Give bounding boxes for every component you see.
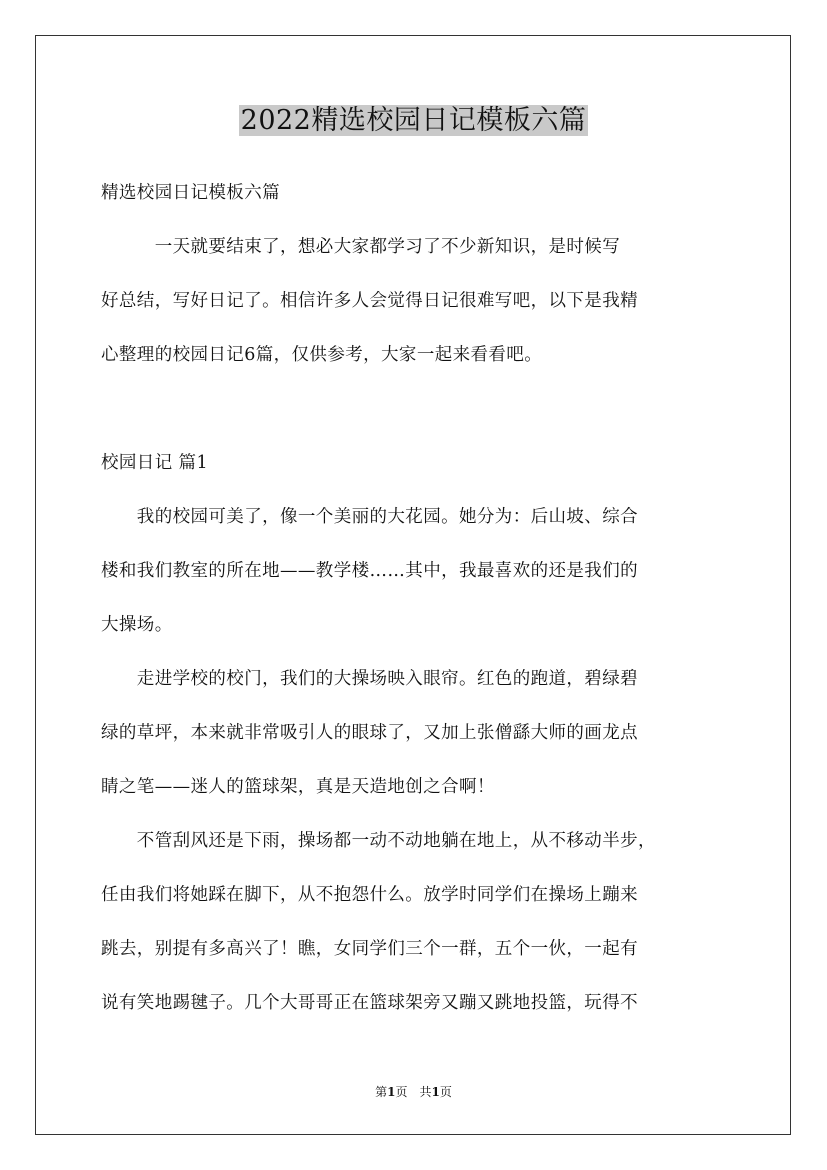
body-line: 绿的草坪，本来就非常吸引人的眼球了，又加上张僧繇大师的画龙点: [101, 723, 638, 743]
body-line: 楼和我们教室的所在地——教学楼……其中，我最喜欢的还是我们的: [101, 561, 638, 581]
body-line: 我的校园可美了，像一个美丽的大花园。她分为：后山坡、综合: [101, 507, 638, 527]
blank-line: [101, 382, 727, 436]
body-line: 心整理的校园日记6篇，仅供参考，大家一起来看看吧。: [101, 345, 543, 365]
page-label-prefix: 第: [375, 1085, 388, 1099]
body-line: 大操场。: [101, 615, 173, 635]
page-label-suffix: 页: [439, 1085, 452, 1099]
document-title: [0, 101, 827, 141]
page-current: 1: [387, 1085, 396, 1099]
body-line: 任由我们将她踩在脚下，从不抱怨什么。放学时同学们在操场上蹦来: [101, 885, 638, 905]
body-line: 不管刮风还是下雨，操场都一动不动地躺在地上，从不移动半步，: [101, 831, 656, 851]
page-total: 1: [431, 1085, 440, 1099]
body-line: 走进学校的校门，我们的大操场映入眼帘。红色的跑道，碧绿碧: [101, 669, 638, 689]
body-line: 好总结，写好日记了。相信许多人会觉得日记很难写吧，以下是我精: [101, 291, 638, 311]
page-label-mid: 页 共: [395, 1085, 432, 1099]
body-line: 跳去，别提有多高兴了！瞧，女同学们三个一群，五个一伙，一起有: [101, 939, 638, 959]
document-body: [101, 166, 727, 1030]
document-title-text: 2022精选校园日记模板六篇: [240, 105, 587, 136]
body-line: 睛之笔——迷人的篮球架，真是天造地创之合啊！: [101, 777, 495, 797]
page-footer: [0, 1083, 827, 1101]
body-line: 一天就要结束了，想必大家都学习了不少新知识，是时候写: [101, 237, 621, 257]
body-line: 说有笑地踢毽子。几个大哥哥正在篮球架旁又蹦又跳地投篮，玩得不: [101, 993, 638, 1013]
section-heading: 校园日记 篇1: [101, 453, 208, 473]
subtitle-line: 精选校园日记模板六篇: [101, 183, 280, 203]
